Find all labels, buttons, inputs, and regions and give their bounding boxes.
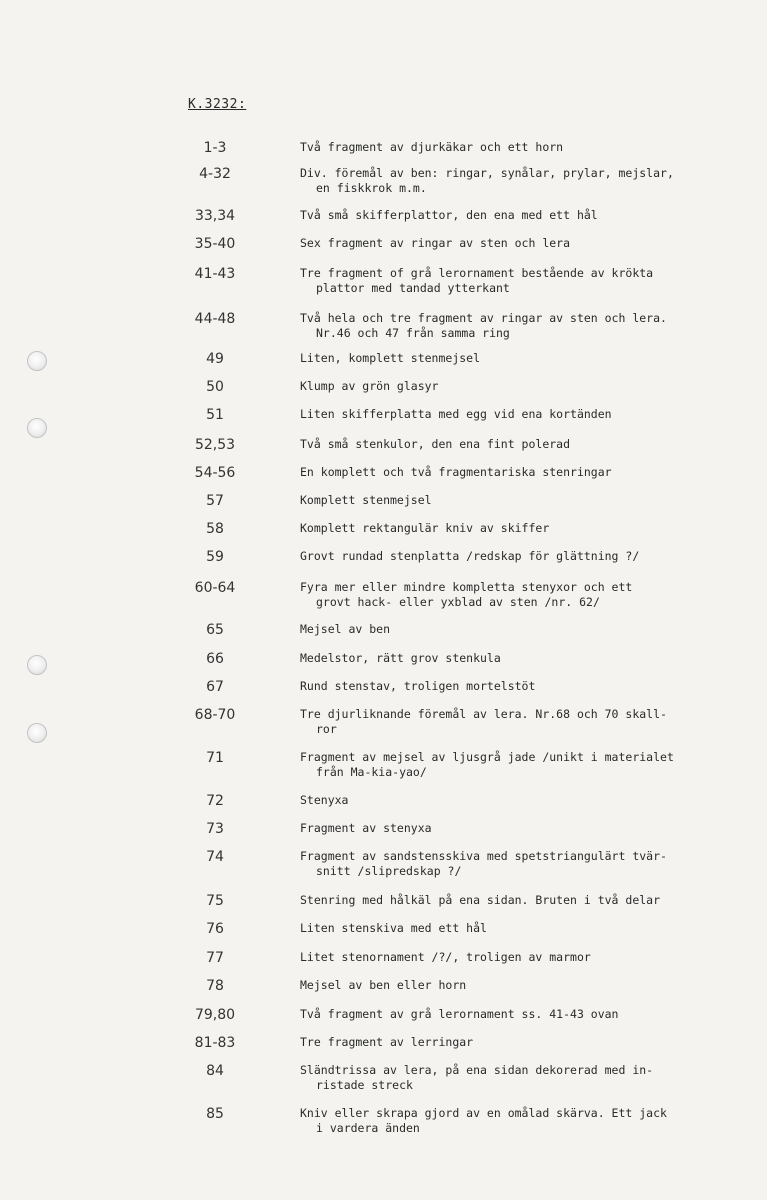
entry-number: 77 <box>206 950 224 966</box>
entry-description <box>300 821 760 836</box>
entry-number: 33,34 <box>194 208 236 224</box>
description-line: Två små stenkulor, den ena fint polerad <box>300 437 571 451</box>
entry-number: 71 <box>206 750 224 766</box>
description-line: Litet stenornament /?/, troligen av marmor <box>300 950 591 964</box>
description-line: i vardera änden <box>316 1121 420 1135</box>
entry-number: 1-3 <box>203 140 227 156</box>
entry-number: 66 <box>206 651 224 667</box>
entry-description <box>300 580 760 610</box>
description-line: Två små skifferplattor, den ena med ett hål <box>300 208 598 222</box>
entry-number: 50 <box>206 379 224 395</box>
description-line: Medelstor, rätt grov stenkula <box>300 651 501 665</box>
entry-number: 68-70 <box>194 707 236 723</box>
entry-description <box>300 437 760 452</box>
entry-number: 72 <box>206 793 224 809</box>
description-line: Grovt rundad stenplatta /redskap för glättning ?/ <box>300 549 640 563</box>
punch-hole <box>27 351 47 371</box>
entry-description <box>300 521 760 536</box>
description-line: Komplett rektangulär kniv av skiffer <box>300 521 550 535</box>
description-line: Liten, komplett stenmejsel <box>300 351 481 365</box>
entry-description <box>300 1007 760 1022</box>
entry-number: 57 <box>206 493 224 509</box>
entry-number: 54-56 <box>194 465 236 481</box>
entry-description <box>300 1035 760 1050</box>
description-line: Sländtrissa av lera, på ena sidan dekorerad med in- <box>300 1063 654 1077</box>
entry-number: 74 <box>206 849 224 865</box>
entry-number: 58 <box>206 521 224 537</box>
description-line: Rund stenstav, troligen mortelstöt <box>300 679 536 693</box>
catalog-number-heading: K.3232: <box>188 97 247 112</box>
entry-number: 78 <box>206 978 224 994</box>
entry-description <box>300 407 760 422</box>
entry-description <box>300 166 760 196</box>
entry-description <box>300 978 760 993</box>
entry-description <box>300 465 760 480</box>
entry-description <box>300 707 760 737</box>
entry-description <box>300 311 760 341</box>
entry-description <box>300 1063 760 1093</box>
description-line: Mejsel av ben <box>300 622 391 636</box>
entry-number: 35-40 <box>194 236 236 252</box>
entry-number: 84 <box>206 1063 224 1079</box>
entry-number: 76 <box>206 921 224 937</box>
description-line: Tre djurliknande föremål av lera. Nr.68 och 70 skall- <box>300 707 667 721</box>
entry-description <box>300 1106 760 1136</box>
entry-number: 44-48 <box>194 311 236 327</box>
entry-description <box>300 236 760 251</box>
entry-description <box>300 140 760 155</box>
entry-number: 73 <box>206 821 224 837</box>
description-line: Klump av grön glasyr <box>300 379 439 393</box>
description-line: Komplett stenmejsel <box>300 493 432 507</box>
description-line: Stenyxa <box>300 793 349 807</box>
description-line: Två hela och tre fragment av ringar av sten och lera. <box>300 311 667 325</box>
description-line: Mejsel av ben eller horn <box>300 978 467 992</box>
entry-description <box>300 622 760 637</box>
entry-number: 60-64 <box>194 580 236 596</box>
description-line: Liten skifferplatta med egg vid ena kortänden <box>300 407 612 421</box>
entry-description <box>300 379 760 394</box>
entry-number: 67 <box>206 679 224 695</box>
entry-description <box>300 493 760 508</box>
description-line: Nr.46 och 47 från samma ring <box>316 326 510 340</box>
entry-number: 59 <box>206 549 224 565</box>
description-line: Kniv eller skrapa gjord av en omålad skärva. Ett jack <box>300 1106 667 1120</box>
entry-number: 79,80 <box>194 1007 236 1023</box>
description-line: från Ma-kia-yao/ <box>316 765 427 779</box>
description-line: Tre fragment of grå lerornament bestående av krökta <box>300 266 654 280</box>
entry-number: 65 <box>206 622 224 638</box>
punch-hole <box>27 723 47 743</box>
description-line: Fyra mer eller mindre kompletta stenyxor och ett <box>300 580 633 594</box>
entry-description <box>300 208 760 223</box>
description-line: Sex fragment av ringar av sten och lera <box>300 236 571 250</box>
entry-description <box>300 651 760 666</box>
entry-number: 52,53 <box>194 437 236 453</box>
entry-number: 81-83 <box>194 1035 236 1051</box>
punch-hole <box>27 655 47 675</box>
description-line: ristade streck <box>316 1078 413 1092</box>
description-line: Fragment av sandstensskiva med spetstriangulärt tvär- <box>300 849 667 863</box>
entry-description <box>300 750 760 780</box>
description-line: Stenring med hålkäl på ena sidan. Bruten i två delar <box>300 893 661 907</box>
description-line: Två fragment av djurkäkar och ett horn <box>300 140 564 154</box>
entry-description <box>300 950 760 965</box>
description-line: Två fragment av grå lerornament ss. 41-43 ovan <box>300 1007 619 1021</box>
entry-description <box>300 893 760 908</box>
punch-hole <box>27 418 47 438</box>
entry-description <box>300 266 760 296</box>
description-line: Fragment av mejsel av ljusgrå jade /unikt i materialet <box>300 750 674 764</box>
entry-number: 51 <box>206 407 224 423</box>
description-line: Div. föremål av ben: ringar, synålar, prylar, mejslar, <box>300 166 674 180</box>
entry-description <box>300 793 760 808</box>
description-line: Liten stenskiva med ett hål <box>300 921 487 935</box>
entry-description <box>300 679 760 694</box>
entry-number: 75 <box>206 893 224 909</box>
description-line: Fragment av stenyxa <box>300 821 432 835</box>
description-line: plattor med tandad ytterkant <box>316 281 510 295</box>
entry-description <box>300 849 760 879</box>
description-line: En komplett och två fragmentariska stenringar <box>300 465 612 479</box>
entry-number: 4-32 <box>199 166 231 182</box>
description-line: en fiskkrok m.m. <box>316 181 427 195</box>
description-line: Tre fragment av lerringar <box>300 1035 474 1049</box>
description-line: ror <box>316 722 337 736</box>
entry-number: 85 <box>206 1106 224 1122</box>
entry-number: 41-43 <box>194 266 236 282</box>
description-line: grovt hack- eller yxblad av sten /nr. 62/ <box>316 595 600 609</box>
entry-description <box>300 351 760 366</box>
entry-description <box>300 549 760 564</box>
entry-description <box>300 921 760 936</box>
description-line: snitt /slipredskap ?/ <box>316 864 462 878</box>
entry-number: 49 <box>206 351 224 367</box>
